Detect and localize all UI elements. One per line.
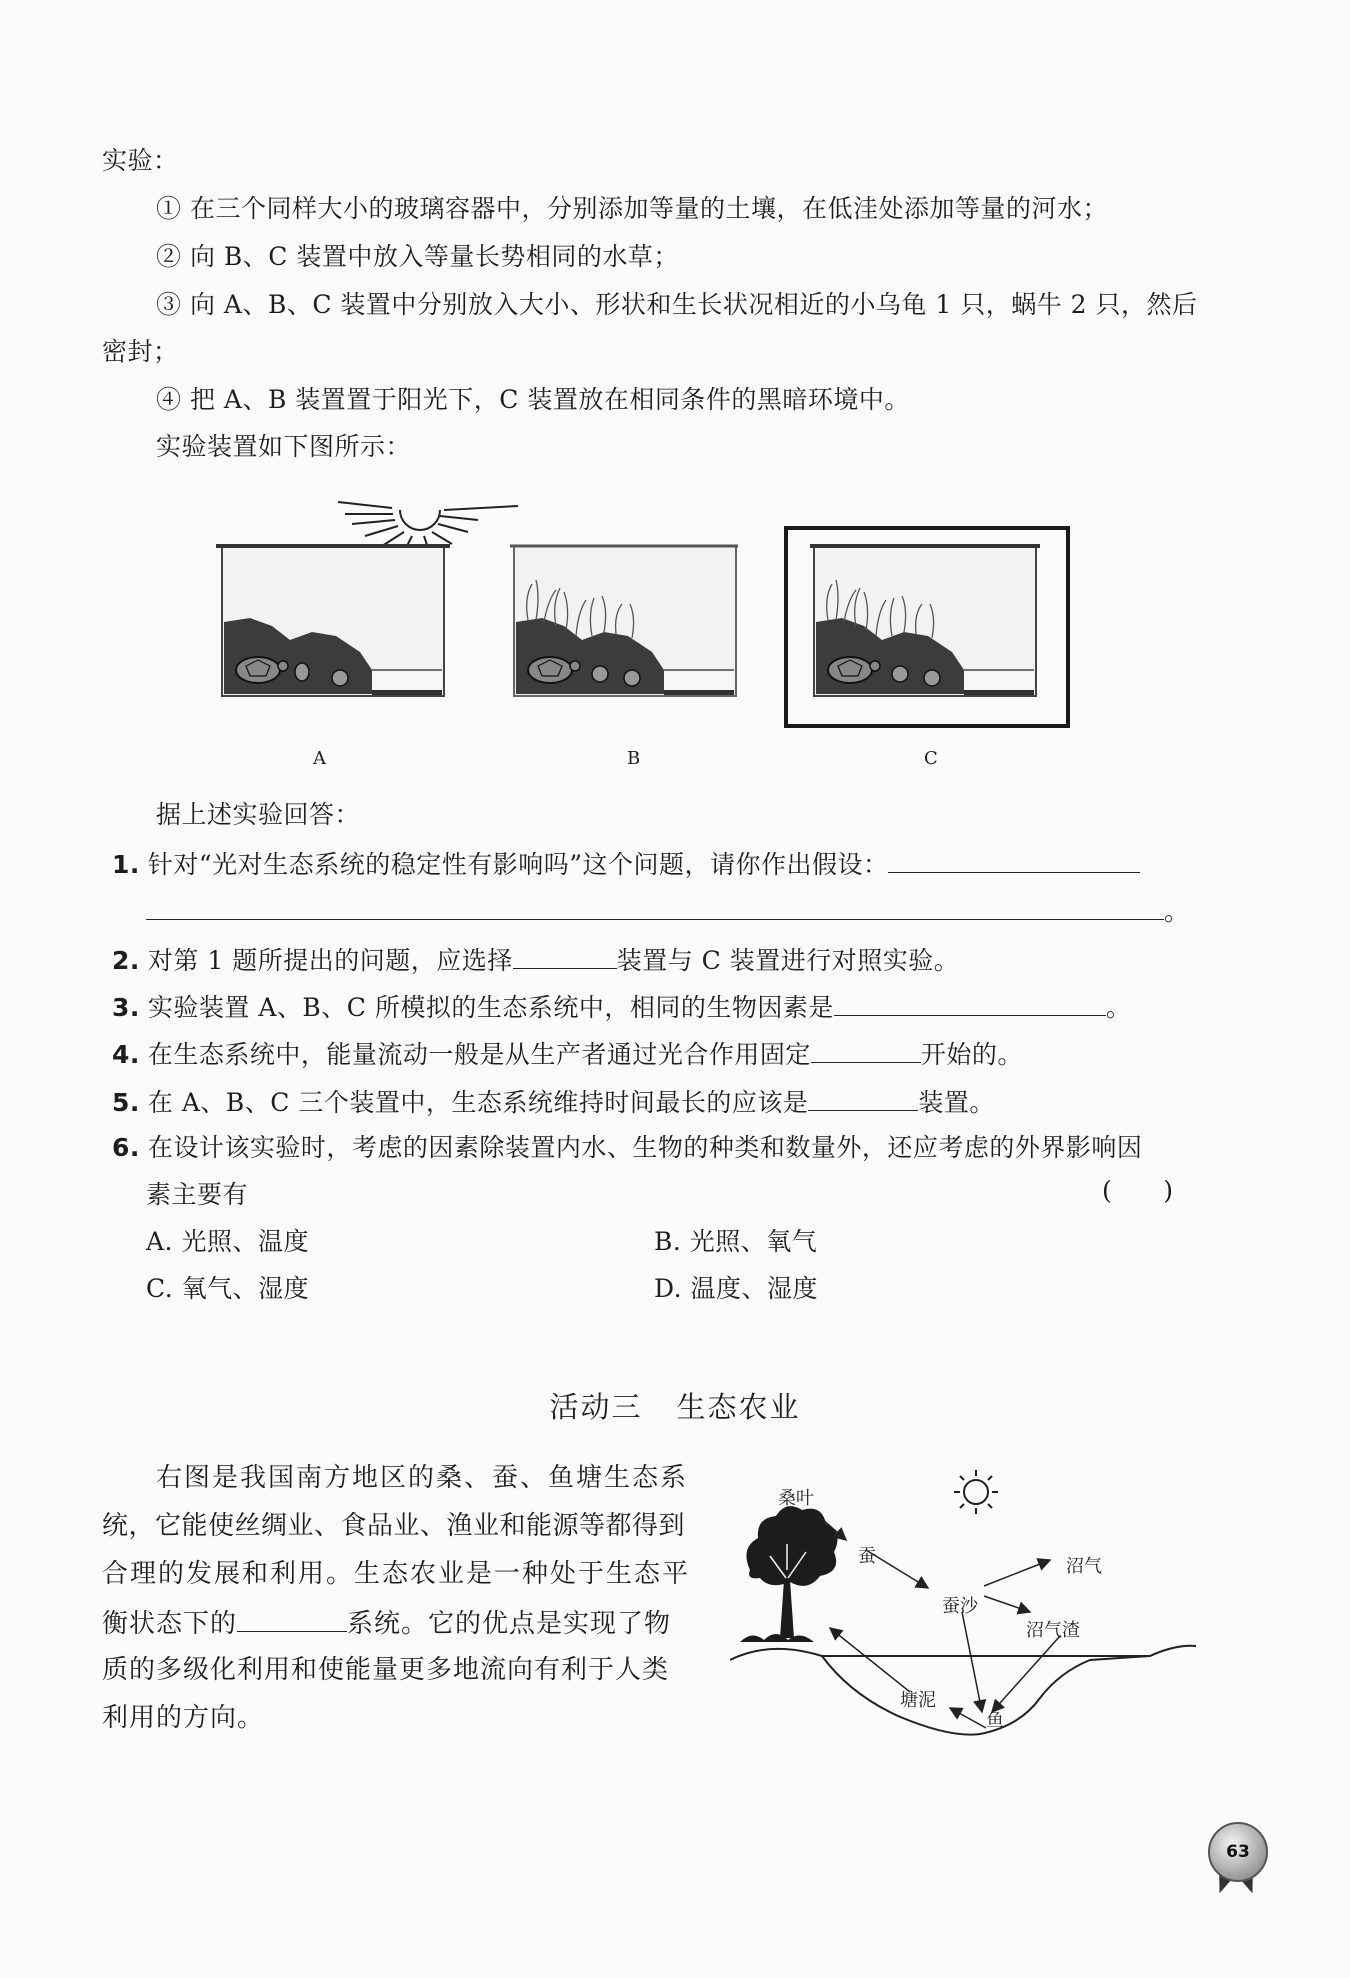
- experiment-step-1: ① 在三个同样大小的玻璃容器中，分别添加等量的土壤，在低洼处添加等量的河水；: [156, 194, 1108, 223]
- label-biogas: 沼气: [1066, 1556, 1102, 1577]
- paragraph-text: 衡状态下的: [102, 1609, 238, 1639]
- label-fish: 鱼: [986, 1710, 1004, 1731]
- question-text: 对第 1 题所提出的问题，应选择: [147, 946, 513, 975]
- question-number: 6.: [112, 1133, 140, 1162]
- experiment-title: 实验：: [102, 146, 179, 175]
- mulberry-tree-icon: [740, 1506, 838, 1642]
- question-text: 开始的。: [920, 1040, 1023, 1069]
- paragraph-line: 统，它能使丝绸业、食品业、渔业和能源等都得到: [102, 1511, 686, 1541]
- question-2: [112, 942, 959, 978]
- figure-label-a: A: [313, 748, 326, 769]
- question-text: 装置。: [918, 1088, 995, 1117]
- question-end: 。: [1164, 897, 1190, 926]
- question-text: 针对“光对生态系统的稳定性有影响吗”这个问题，请你作出假设：: [147, 850, 889, 879]
- paragraph-line: 合理的发展和利用。生态农业是一种处于生态平: [102, 1559, 691, 1589]
- section-heading: [0, 1385, 1350, 1426]
- figure-label-b: B: [627, 748, 641, 769]
- question-text: 。: [1105, 993, 1132, 1022]
- answer-blank[interactable]: [811, 1036, 921, 1063]
- question-3: [112, 989, 1131, 1025]
- option-c[interactable]: C. 氧气、湿度: [146, 1274, 310, 1303]
- option-b[interactable]: B. 光照、氧气: [654, 1227, 818, 1256]
- question-text: 在 A、B、C 三个装置中，生态系统维持时间最长的应该是: [147, 1088, 809, 1117]
- paragraph-line: 利用的方向。: [102, 1703, 265, 1733]
- experiment-step-2: ② 向 B、C 装置中放入等量长势相同的水草；: [156, 242, 679, 271]
- question-number: 4.: [112, 1040, 140, 1069]
- question-6-continued: 素主要有: [146, 1180, 249, 1209]
- paragraph-line: 右图是我国南方地区的桑、蚕、鱼塘生态系: [156, 1463, 689, 1493]
- label-silkworm: 蚕: [858, 1546, 876, 1567]
- experiment-step-3b: 密封；: [102, 337, 179, 366]
- experiment-step-3a: ③ 向 A、B、C 装置中分别放入大小、形状和生长状况相近的小乌龟 1 只，蜗牛 2 只，然后: [156, 290, 1198, 319]
- figure-intro: 实验装置如下图所示：: [156, 432, 412, 461]
- question-number: 1.: [112, 850, 140, 879]
- question-number: 2.: [112, 946, 140, 975]
- question-1: [112, 846, 1140, 882]
- label-mulberry: 桑叶: [778, 1488, 814, 1509]
- paragraph-line: [102, 1605, 671, 1641]
- question-text: 在设计该实验时，考虑的因素除装置内水、生物的种类和数量外，还应考虑的外界影响因: [147, 1133, 1143, 1162]
- tank-b: [510, 546, 738, 696]
- label-silkworm-waste: 蚕沙: [942, 1596, 978, 1617]
- option-d[interactable]: D. 温度、湿度: [654, 1274, 819, 1303]
- paragraph-line: 质的多级化利用和使能量更多地流向有利于人类: [102, 1655, 670, 1685]
- figure-label-c: C: [924, 748, 938, 769]
- answer-paren[interactable]: ( ): [1102, 1176, 1174, 1205]
- question-text: 装置与 C 装置进行对照实验。: [616, 946, 960, 975]
- eco-agriculture-diagram: [730, 1460, 1200, 1750]
- paragraph-text: 系统。它的优点是实现了物: [347, 1609, 672, 1639]
- question-text: 实验装置 A、B、C 所模拟的生态系统中，相同的生物因素是: [147, 993, 834, 1022]
- question-text: 在生态系统中，能量流动一般是从生产者通过光合作用固定: [147, 1040, 811, 1069]
- answer-blank[interactable]: [237, 1605, 347, 1632]
- heading-number: 活动三: [549, 1390, 643, 1424]
- questions-intro: 据上述实验回答：: [156, 800, 361, 829]
- sun-icon: [338, 502, 518, 548]
- question-4: [112, 1036, 1023, 1072]
- answer-blank[interactable]: [513, 942, 617, 969]
- question-6: [112, 1131, 1142, 1165]
- question-1-continued: [146, 893, 1190, 929]
- question-number: 5.: [112, 1088, 140, 1117]
- page-number: 63: [1208, 1822, 1268, 1882]
- answer-blank[interactable]: [834, 989, 1106, 1016]
- apparatus-figure: [0, 480, 1350, 780]
- label-biogas-residue: 沼气渣: [1026, 1620, 1080, 1641]
- tank-a: [216, 546, 450, 696]
- heading-title: 生态农业: [676, 1390, 801, 1424]
- experiment-step-4: ④ 把 A、B 装置置于阳光下，C 装置放在相同条件的黑暗环境中。: [156, 385, 910, 414]
- sun-icon: [954, 1470, 998, 1514]
- option-a[interactable]: A. 光照、温度: [146, 1227, 309, 1256]
- tank-c: [786, 528, 1068, 726]
- answer-blank[interactable]: [808, 1084, 918, 1111]
- question-number: 3.: [112, 993, 140, 1022]
- answer-blank[interactable]: [146, 893, 1164, 920]
- question-5: [112, 1084, 995, 1120]
- answer-blank[interactable]: [888, 846, 1140, 873]
- label-pond-mud: 塘泥: [900, 1690, 936, 1711]
